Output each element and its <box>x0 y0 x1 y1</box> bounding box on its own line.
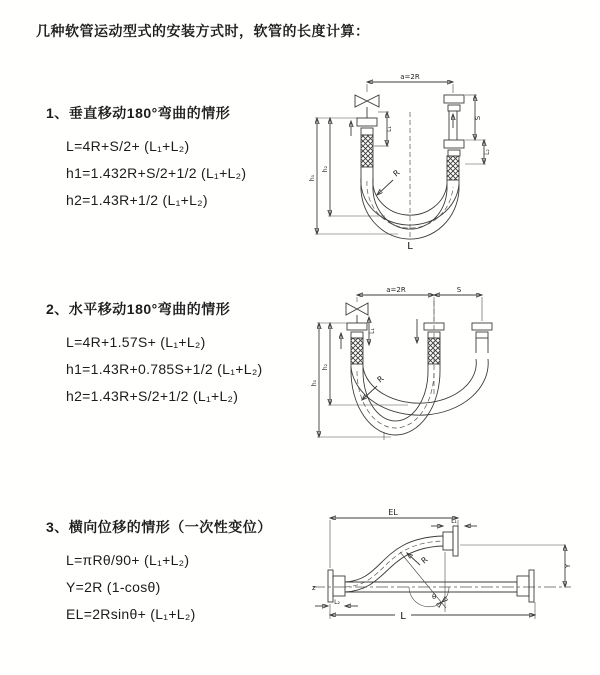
dim-l2-label: L₂ <box>334 599 340 606</box>
left-flange <box>328 570 345 602</box>
dim-l1-label: L₁ <box>451 518 457 525</box>
formula-line: L=πRθ/90+ (L₁+L₂) <box>66 552 190 568</box>
dim-h2-label: h₂ <box>322 165 329 173</box>
formula-block <box>46 133 326 214</box>
formula-block <box>46 329 326 410</box>
dim-l1-label: L₁ <box>369 328 376 334</box>
right-flange <box>472 323 492 353</box>
formula-line: EL=2Rsinθ+ (L₁+L₂) <box>66 606 196 622</box>
displaced-flange <box>443 526 458 556</box>
formula-line: L=4R+1.57S+ (L₁+L₂) <box>66 334 206 350</box>
radius-label: R <box>419 555 430 566</box>
dim-l1-label: L₁ <box>386 126 393 132</box>
section-horizontal-180 <box>46 299 326 410</box>
right-flange <box>444 95 464 156</box>
braided-hose-section <box>447 156 459 180</box>
dim-h1-label: h₁ <box>311 379 318 387</box>
dim-a2r-label: a=2R <box>400 73 420 81</box>
dim-a2r-label: a=2R <box>386 286 406 294</box>
dim-h2-label: h₂ <box>322 363 329 371</box>
diagram-lateral-displacement <box>303 500 600 660</box>
dim-l2-label: L₂ <box>484 149 491 155</box>
page-title: 几种软管运动型式的安装方式时，软管的长度计算： <box>36 23 370 39</box>
formula-line: h1=1.43R+0.785S+1/2 (L₁+L₂) <box>66 361 263 377</box>
section-heading: 3、横向位移的情形（一次性变位） <box>46 519 272 535</box>
formula-line: h2=1.43R+S/2+1/2 (L₁+L₂) <box>66 388 239 404</box>
formula-line: L=4R+S/2+ (L₁+L₂) <box>66 138 190 154</box>
dim-s-label: S <box>474 115 482 121</box>
section-heading: 1、垂直移动180°弯曲的情形 <box>46 105 231 121</box>
diagram-vertical-180 <box>303 66 588 266</box>
braided-hose-section <box>361 135 373 167</box>
formula-line: h2=1.43R+1/2 (L₁+L₂) <box>66 192 208 208</box>
dim-s-label: S <box>456 286 462 294</box>
radius-label: R <box>375 374 386 385</box>
dim-y-label: Y <box>564 563 572 569</box>
right-flange <box>517 570 534 602</box>
dim-el-label: EL <box>388 508 398 517</box>
hose-u-bend <box>351 359 488 435</box>
left-flange <box>347 323 367 338</box>
dim-h1-label: h₁ <box>309 174 316 182</box>
left-flange <box>357 118 377 135</box>
hose-s-curve <box>345 536 443 592</box>
formula-block <box>46 547 326 628</box>
formula-line: Y=2R (1-cosθ) <box>66 579 161 595</box>
centerline-mark: z <box>312 584 316 592</box>
valve-icon <box>346 303 368 323</box>
diagram-horizontal-180 <box>303 283 600 463</box>
theta-label: θ <box>432 593 437 601</box>
section-heading: 2、水平移动180°弯曲的情形 <box>46 301 231 317</box>
section-lateral-displacement <box>46 517 326 628</box>
valve-icon <box>355 95 379 118</box>
dim-length-label: L <box>400 611 406 622</box>
dim-length-label: L <box>407 241 413 252</box>
formula-line: h1=1.432R+S/2+1/2 (L₁+L₂) <box>66 165 247 181</box>
section-vertical-180 <box>46 103 326 214</box>
braided-hose-section <box>351 338 363 364</box>
radius-label: R <box>391 168 402 179</box>
